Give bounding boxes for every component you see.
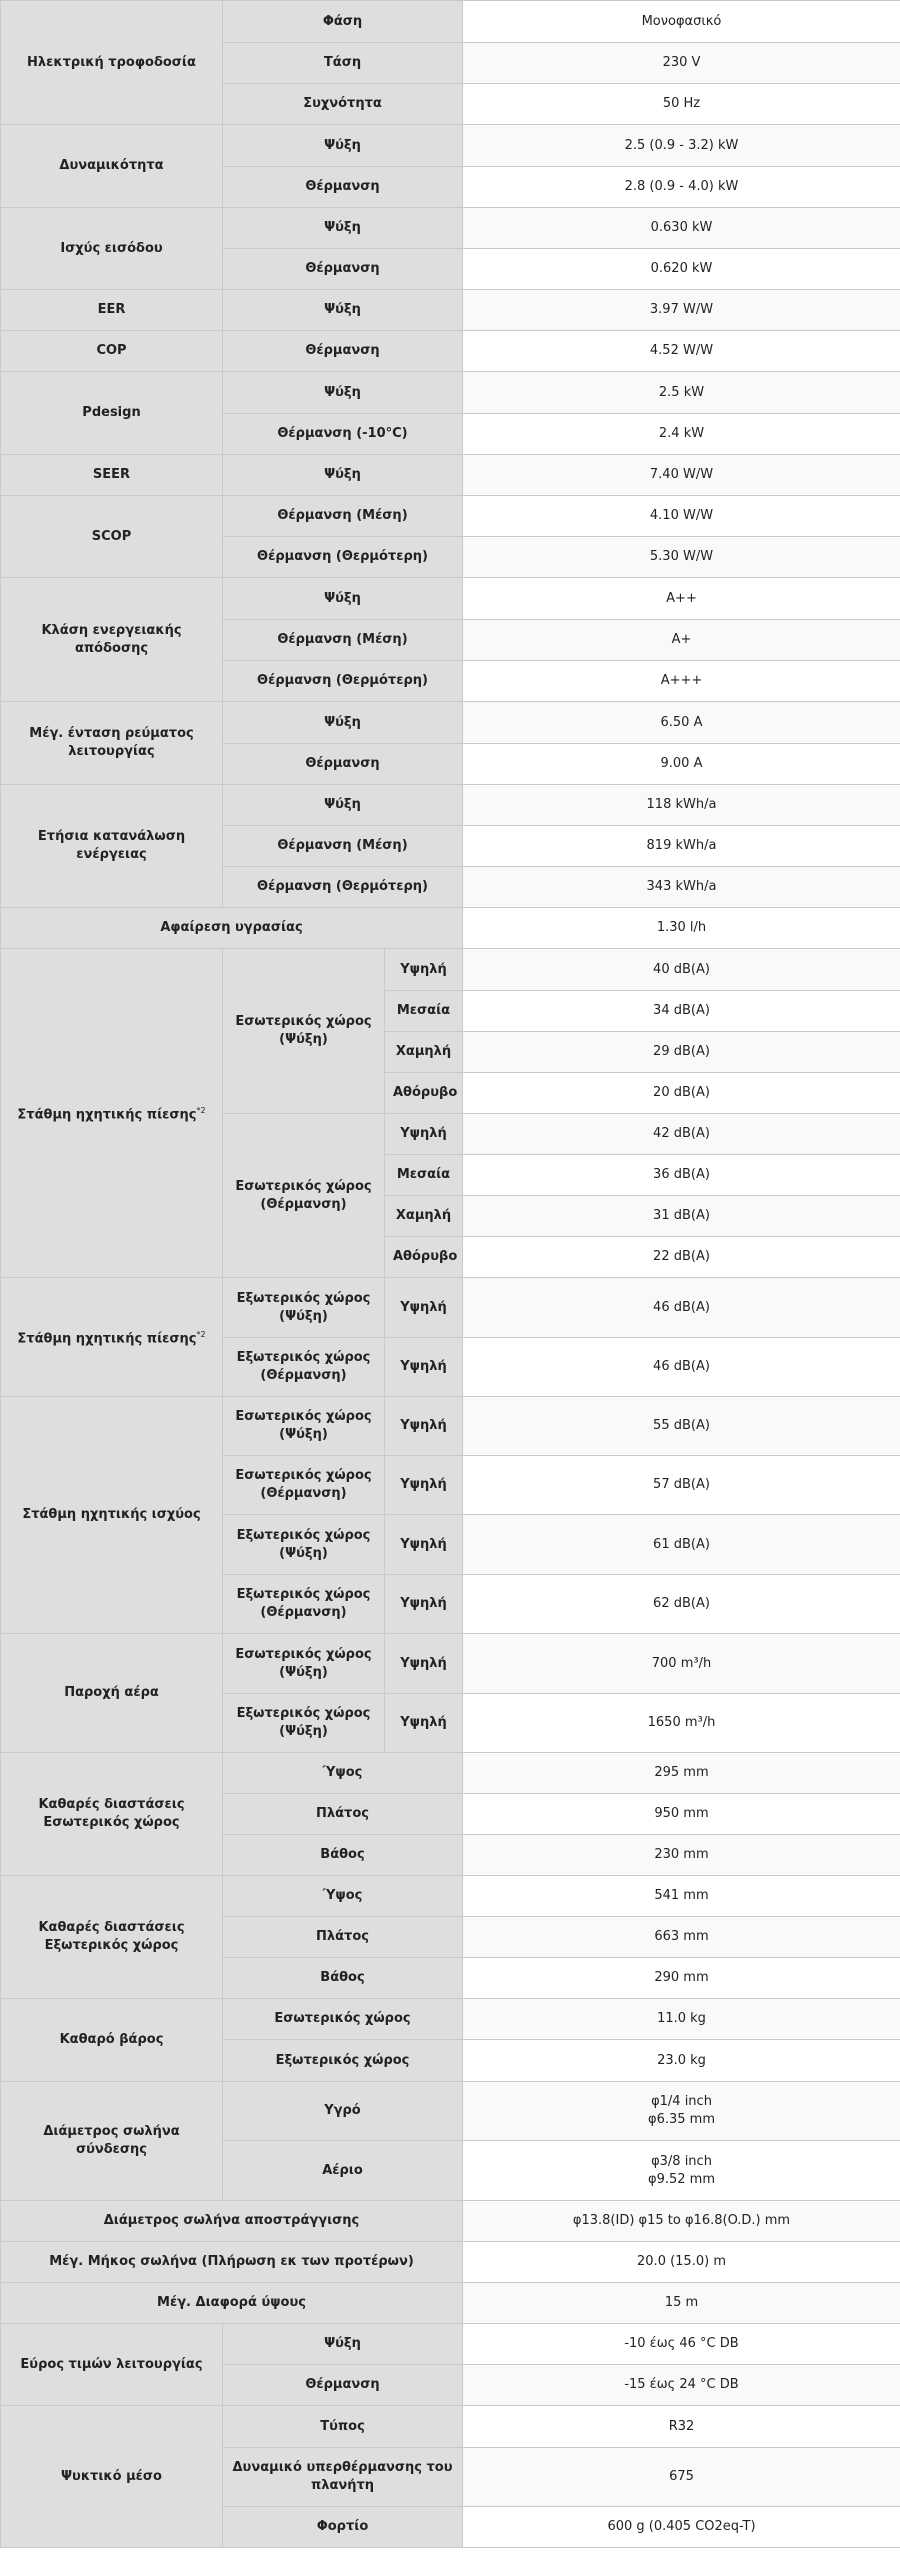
value-pipe-liquid-mm: φ6.35 mm [648, 2112, 715, 2127]
label-current-heating: Θέρμανση [223, 744, 463, 785]
spec-row-class-cooling [1, 578, 900, 620]
group-energy-class: Κλάση ενεργειακής απόδοσης [1, 578, 223, 702]
label-capacity-cooling: Ψύξη [223, 125, 463, 167]
value-class-heating-average: A+ [463, 620, 900, 661]
label-refrigerant-type: Τύπος [223, 2406, 463, 2448]
value-pipe-liquid-inch: φ1/4 inch [651, 2094, 712, 2109]
value-pwl-outdoor-cool: 61 dB(A) [463, 1515, 900, 1575]
label-outdoor-cooling: Εξωτερικός χώρος (Ψύξη) [223, 1694, 385, 1753]
group-sound-pressure-label: Στάθμη ηχητικής πίεσης [17, 1331, 197, 1347]
label-quiet: Αθόρυβο [385, 1073, 463, 1114]
label-weight-outdoor: Εξωτερικός χώρος [223, 2040, 463, 2082]
group-cop: COP [1, 331, 223, 372]
label-pipe-gas: Αέριο [223, 2141, 463, 2201]
label-indoor-heating: Εσωτερικός χώρος (Θέρμανση) [223, 1456, 385, 1515]
value-drain-pipe: φ13.8(ID) φ15 to φ16.8(O.D.) mm [463, 2201, 900, 2242]
spec-row-dehumidification [1, 908, 900, 949]
footnote-mark: *2 [196, 1105, 206, 1115]
spec-row-seer [1, 455, 900, 496]
group-annual-energy: Ετήσια κατανάλωση ενέργειας [1, 785, 223, 908]
value-spl-indoor-heat-low: 31 dB(A) [463, 1196, 900, 1237]
label-scop-warmer: Θέρμανση (Θερμότερη) [223, 537, 463, 578]
label-high: Υψηλή [385, 1515, 463, 1575]
label-pdesign-cooling: Ψύξη [223, 372, 463, 414]
label-class-cooling: Ψύξη [223, 578, 463, 620]
label-high: Υψηλή [385, 1278, 463, 1338]
label-gwp: Δυναμικό υπερθέρμανσης του πλανήτη [223, 2448, 463, 2507]
label-high: Υψηλή [385, 1114, 463, 1155]
value-seer: 7.40 W/W [463, 455, 900, 496]
value-pdesign-cooling: 2.5 kW [463, 372, 900, 414]
value-range-heating: -15 έως 24 °C DB [463, 2365, 900, 2406]
spec-row-input-cooling [1, 208, 900, 249]
value-outdoor-width: 663 mm [463, 1917, 900, 1958]
label-current-cooling: Ψύξη [223, 702, 463, 744]
label-input-cooling: Ψύξη [223, 208, 463, 249]
value-spl-indoor-heat-quiet: 22 dB(A) [463, 1237, 900, 1278]
label-range-heating: Θέρμανση [223, 2365, 463, 2406]
group-refrigerant: Ψυκτικό μέσο [1, 2406, 223, 2548]
group-operating-range: Εύρος τιμών λειτουργίας [1, 2324, 223, 2406]
label-high: Υψηλή [385, 1338, 463, 1397]
group-indoor-dimensions: Καθαρές διαστάσεις Εσωτερικός χώρος [1, 1753, 223, 1876]
value-current-heating: 9.00 A [463, 744, 900, 785]
group-seer: SEER [1, 455, 223, 496]
value-spl-indoor-heat-high: 42 dB(A) [463, 1114, 900, 1155]
label-indoor-cooling: Εσωτερικός χώρος (Ψύξη) [223, 1397, 385, 1456]
label-eer: Ψύξη [223, 290, 463, 331]
value-pwl-indoor-cool: 55 dB(A) [463, 1397, 900, 1456]
value-spl-outdoor-cool: 46 dB(A) [463, 1278, 900, 1338]
value-spl-indoor-cool-high: 40 dB(A) [463, 949, 900, 991]
label-annual-heating-warmer: Θέρμανση (Θερμότερη) [223, 867, 463, 908]
value-input-cooling: 0.630 kW [463, 208, 900, 249]
label-outdoor-cooling: Εξωτερικός χώρος (Ψύξη) [223, 1515, 385, 1575]
value-pwl-outdoor-heat: 62 dB(A) [463, 1575, 900, 1634]
spec-row-airflow-indoor [1, 1634, 900, 1694]
group-sound-pressure-outdoor [1, 1278, 223, 1397]
value-max-pipe-length: 20.0 (15.0) m [463, 2242, 900, 2283]
group-airflow: Παροχή αέρα [1, 1634, 223, 1753]
value-eer: 3.97 W/W [463, 290, 900, 331]
label-cop: Θέρμανση [223, 331, 463, 372]
label-indoor-heating: Εσωτερικός χώρος (Θέρμανση) [223, 1114, 385, 1278]
group-max-current: Μέγ. ένταση ρεύματος λειτουργίας [1, 702, 223, 785]
value-frequency: 50 Hz [463, 84, 900, 125]
value-scop-warmer: 5.30 W/W [463, 537, 900, 578]
value-pipe-liquid [463, 2082, 900, 2141]
label-depth: Βάθος [223, 1835, 463, 1876]
label-phase: Φάση [223, 1, 463, 43]
value-dehumidification: 1.30 l/h [463, 908, 900, 949]
value-capacity-heating: 2.8 (0.9 - 4.0) kW [463, 167, 900, 208]
label-low: Χαμηλή [385, 1032, 463, 1073]
group-capacity: Δυναμικότητα [1, 125, 223, 208]
value-gwp: 675 [463, 2448, 900, 2507]
label-dehumidification: Αφαίρεση υγρασίας [1, 908, 463, 949]
spec-row-spl-outdoor-cool [1, 1278, 900, 1338]
label-width: Πλάτος [223, 1794, 463, 1835]
value-airflow-indoor: 700 m³/h [463, 1634, 900, 1694]
spec-row-scop-average [1, 496, 900, 537]
value-scop-average: 4.10 W/W [463, 496, 900, 537]
spec-row-indoor-height [1, 1753, 900, 1794]
value-phase: Μονοφασικό [463, 1, 900, 43]
spec-row-range-cooling [1, 2324, 900, 2365]
label-medium: Μεσαία [385, 1155, 463, 1196]
label-charge: Φορτίο [223, 2507, 463, 2548]
group-net-weight: Καθαρό βάρος [1, 1999, 223, 2082]
label-outdoor-cooling: Εξωτερικός χώρος (Ψύξη) [223, 1278, 385, 1338]
value-airflow-outdoor: 1650 m³/h [463, 1694, 900, 1753]
value-input-heating: 0.620 kW [463, 249, 900, 290]
value-range-cooling: -10 έως 46 °C DB [463, 2324, 900, 2365]
value-indoor-width: 950 mm [463, 1794, 900, 1835]
label-high: Υψηλή [385, 1456, 463, 1515]
label-quiet: Αθόρυβο [385, 1237, 463, 1278]
value-pipe-gas [463, 2141, 900, 2201]
group-sound-pressure-indoor [1, 949, 223, 1278]
spec-row-capacity-cooling [1, 125, 900, 167]
value-spl-indoor-cool-medium: 34 dB(A) [463, 991, 900, 1032]
label-range-cooling: Ψύξη [223, 2324, 463, 2365]
value-annual-heating-average: 819 kWh/a [463, 826, 900, 867]
value-spl-indoor-cool-low: 29 dB(A) [463, 1032, 900, 1073]
value-class-heating-warmer: A+++ [463, 661, 900, 702]
spec-row-spl-indoor-cool-high [1, 949, 900, 991]
value-voltage: 230 V [463, 43, 900, 84]
group-sound-power: Στάθμη ηχητικής ισχύος [1, 1397, 223, 1634]
spec-row-current-cooling [1, 702, 900, 744]
value-pipe-gas-mm: φ9.52 mm [648, 2171, 715, 2187]
label-outdoor-heating: Εξωτερικός χώρος (Θέρμανση) [223, 1575, 385, 1634]
value-max-height-diff: 15 m [463, 2283, 900, 2324]
label-voltage: Τάση [223, 43, 463, 84]
footnote-mark: *2 [196, 1329, 206, 1339]
label-annual-cooling: Ψύξη [223, 785, 463, 826]
spec-row-refrigerant-type [1, 2406, 900, 2448]
label-width: Πλάτος [223, 1917, 463, 1958]
spec-row-annual-cooling [1, 785, 900, 826]
label-annual-heating-average: Θέρμανση (Μέση) [223, 826, 463, 867]
label-depth: Βάθος [223, 1958, 463, 1999]
group-pdesign: Pdesign [1, 372, 223, 455]
label-weight-indoor: Εσωτερικός χώρος [223, 1999, 463, 2040]
label-drain-pipe: Διάμετρος σωλήνα αποστράγγισης [1, 2201, 463, 2242]
value-current-cooling: 6.50 A [463, 702, 900, 744]
group-pipe-diameter: Διάμετρος σωλήνα σύνδεσης [1, 2082, 223, 2201]
label-high: Υψηλή [385, 1575, 463, 1634]
group-eer: EER [1, 290, 223, 331]
spec-row-pipe-liquid [1, 2082, 900, 2141]
label-medium: Μεσαία [385, 991, 463, 1032]
spec-row-outdoor-height [1, 1876, 900, 1917]
label-scop-average: Θέρμανση (Μέση) [223, 496, 463, 537]
value-weight-indoor: 11.0 kg [463, 1999, 900, 2040]
label-high: Υψηλή [385, 1694, 463, 1753]
value-weight-outdoor: 23.0 kg [463, 2040, 900, 2082]
spec-row-cop [1, 331, 900, 372]
group-power-supply: Ηλεκτρική τροφοδοσία [1, 1, 223, 125]
spec-row-max-pipe-length [1, 2242, 900, 2283]
group-outdoor-dimensions: Καθαρές διαστάσεις Εξωτερικός χώρος [1, 1876, 223, 1999]
label-capacity-heating: Θέρμανση [223, 167, 463, 208]
label-indoor-cooling: Εσωτερικός χώρος (Ψύξη) [223, 1634, 385, 1694]
value-charge: 600 g (0.405 CO2eq-T) [463, 2507, 900, 2548]
value-cop: 4.52 W/W [463, 331, 900, 372]
value-class-cooling: A++ [463, 578, 900, 620]
label-input-heating: Θέρμανση [223, 249, 463, 290]
label-max-pipe-length: Μέγ. Μήκος σωλήνα (Πλήρωση εκ των προτέρων) [1, 2242, 463, 2283]
label-high: Υψηλή [385, 1397, 463, 1456]
label-high: Υψηλή [385, 949, 463, 991]
value-outdoor-depth: 290 mm [463, 1958, 900, 1999]
spec-row-eer [1, 290, 900, 331]
label-height: Ύψος [223, 1876, 463, 1917]
label-pipe-liquid: Υγρό [223, 2082, 463, 2141]
spec-row-max-height-diff [1, 2283, 900, 2324]
label-pdesign-heating: Θέρμανση (-10°C) [223, 414, 463, 455]
value-indoor-height: 295 mm [463, 1753, 900, 1794]
spec-row-weight-indoor [1, 1999, 900, 2040]
value-pdesign-heating: 2.4 kW [463, 414, 900, 455]
label-outdoor-heating: Εξωτερικός χώρος (Θέρμανση) [223, 1338, 385, 1397]
value-indoor-depth: 230 mm [463, 1835, 900, 1876]
value-pipe-gas-inch: φ3/8 inch [651, 2153, 712, 2169]
value-spl-indoor-heat-medium: 36 dB(A) [463, 1155, 900, 1196]
label-low: Χαμηλή [385, 1196, 463, 1237]
spec-row-phase [1, 1, 900, 43]
group-scop: SCOP [1, 496, 223, 578]
value-pwl-indoor-heat: 57 dB(A) [463, 1456, 900, 1515]
spec-row-pdesign-cooling [1, 372, 900, 414]
value-capacity-cooling: 2.5 (0.9 - 3.2) kW [463, 125, 900, 167]
spec-row-pwl-indoor-cool [1, 1397, 900, 1456]
label-class-heating-average: Θέρμανση (Μέση) [223, 620, 463, 661]
value-annual-cooling: 118 kWh/a [463, 785, 900, 826]
label-frequency: Συχνότητα [223, 84, 463, 125]
value-refrigerant-type: R32 [463, 2406, 900, 2448]
value-spl-indoor-cool-quiet: 20 dB(A) [463, 1073, 900, 1114]
label-class-heating-warmer: Θέρμανση (Θερμότερη) [223, 661, 463, 702]
group-sound-pressure-label: Στάθμη ηχητικής πίεσης [17, 1107, 197, 1123]
label-high: Υψηλή [385, 1634, 463, 1694]
group-input-power: Ισχύς εισόδου [1, 208, 223, 290]
label-height: Ύψος [223, 1753, 463, 1794]
label-max-height-diff: Μέγ. Διαφορά ύψους [1, 2283, 463, 2324]
value-outdoor-height: 541 mm [463, 1876, 900, 1917]
spec-row-drain-pipe [1, 2201, 900, 2242]
value-spl-outdoor-heat: 46 dB(A) [463, 1338, 900, 1397]
label-indoor-cooling: Εσωτερικός χώρος (Ψύξη) [223, 949, 385, 1114]
value-annual-heating-warmer: 343 kWh/a [463, 867, 900, 908]
label-seer: Ψύξη [223, 455, 463, 496]
